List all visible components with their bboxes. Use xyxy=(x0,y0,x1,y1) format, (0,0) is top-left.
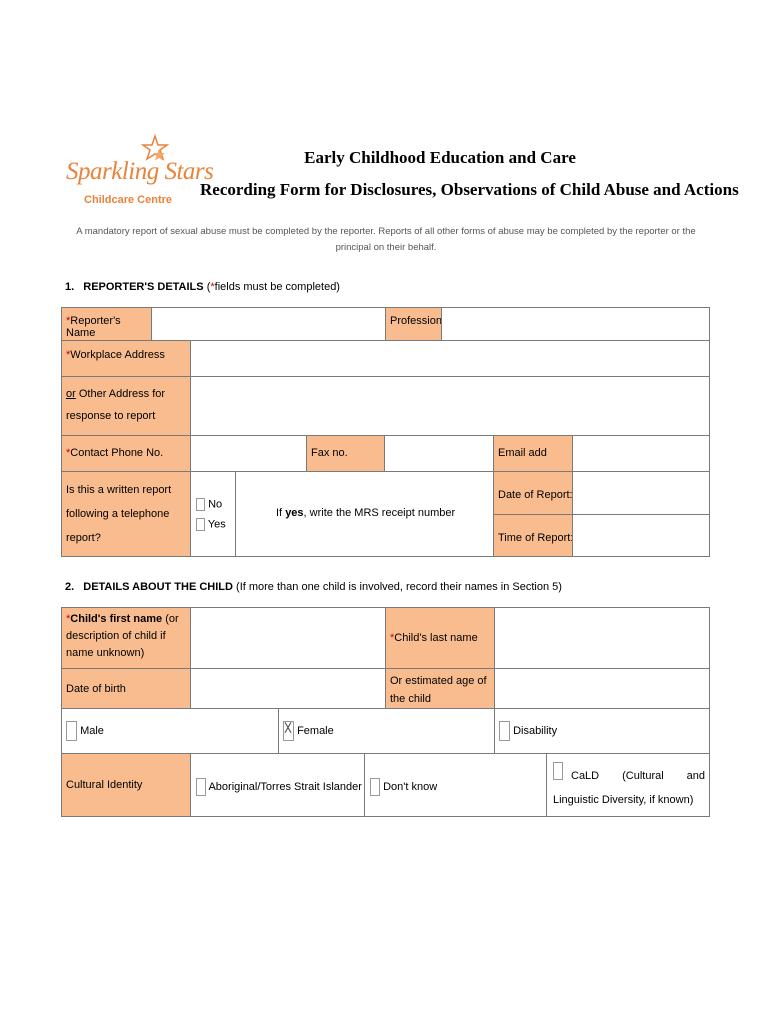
last-name-field[interactable] xyxy=(494,607,710,669)
workplace-address-label: *Workplace Address xyxy=(61,340,191,377)
section-1-open: ( xyxy=(206,281,211,293)
yes-checkbox[interactable] xyxy=(196,518,205,531)
title-line-2: Recording Form for Disclosures, Observations of Child Abuse and Actions xyxy=(200,180,739,199)
no-checkbox[interactable] xyxy=(196,498,205,511)
first-name-field[interactable] xyxy=(190,607,386,669)
logo-sub: Childcare Centre xyxy=(84,194,173,206)
logo xyxy=(66,150,214,214)
written-report-options xyxy=(190,471,236,557)
date-of-report-field[interactable] xyxy=(572,471,710,515)
fax-field[interactable] xyxy=(384,435,494,472)
mrs-receipt-hint: If yes, write the MRS receipt number xyxy=(276,507,456,519)
section-1-star: * xyxy=(210,281,215,293)
section-2-num: 2. xyxy=(65,581,75,593)
first-name-label: *Child's first name (or description of child if name unknown) xyxy=(61,607,191,669)
est-age-field[interactable] xyxy=(494,668,710,709)
contact-phone-label: *Contact Phone No. xyxy=(61,435,191,472)
profession-label: Profession xyxy=(385,307,442,341)
dont-know-checkbox[interactable] xyxy=(370,778,380,796)
other-address-label: or Other Address for response to report xyxy=(61,376,191,436)
reporter-name-field[interactable] xyxy=(151,307,386,341)
title-line-1: Early Childhood Education and Care xyxy=(304,148,576,167)
aboriginal-option xyxy=(190,753,365,817)
female-label: Female xyxy=(297,724,334,737)
disability-checkbox[interactable] xyxy=(499,721,510,741)
dont-know-option xyxy=(364,753,547,817)
other-address-field[interactable] xyxy=(190,376,710,436)
mrs-receipt-field[interactable] xyxy=(235,471,494,557)
profession-field[interactable] xyxy=(441,307,710,341)
section-1-heading xyxy=(65,281,340,293)
dob-field[interactable] xyxy=(190,668,386,709)
est-age-label: Or estimated age of the child xyxy=(385,668,495,709)
cald-option xyxy=(546,753,710,817)
fax-label: Fax no. xyxy=(306,435,385,472)
male-option xyxy=(61,708,279,754)
dob-label: Date of birth xyxy=(61,668,191,709)
dont-know-label: Don't know xyxy=(383,780,438,793)
female-checkbox[interactable] xyxy=(283,721,294,741)
aboriginal-label: Aboriginal/Torres Strait Islander xyxy=(208,780,362,793)
male-label: Male xyxy=(80,724,104,737)
cald-label: CaLD (Cultural and Linguistic Diversity, if known) xyxy=(553,770,705,806)
male-checkbox[interactable] xyxy=(66,721,77,741)
section-1-title: REPORTER'S DETAILS xyxy=(83,281,204,293)
mandatory-note: A mandatory report of sexual abuse must be completed by the reporter. Reports of all other forms of abuse may be completed by the reporter or the principal on their behalf. xyxy=(76,226,696,253)
contact-phone-field[interactable] xyxy=(190,435,307,472)
yes-label: Yes xyxy=(207,518,226,531)
logo-name: Sparkling Stars xyxy=(66,158,214,185)
written-report-label: Is this a written report following a telephone report? xyxy=(61,471,191,557)
section-1-num: 1. xyxy=(65,281,75,293)
disability-option xyxy=(494,708,710,754)
cultural-identity-label: Cultural Identity xyxy=(61,753,191,817)
disability-label: Disability xyxy=(513,724,558,737)
section-2-title: DETAILS ABOUT THE CHILD xyxy=(83,581,233,593)
email-label: Email add xyxy=(493,435,573,472)
reporter-name-label: *Reporter's Name xyxy=(61,307,152,341)
date-of-report-label: Date of Report: xyxy=(493,471,573,515)
email-field[interactable] xyxy=(572,435,710,472)
time-of-report-label: Time of Report: xyxy=(493,514,573,557)
section-2-heading xyxy=(65,581,562,593)
section-1-rest: fields must be completed) xyxy=(214,281,340,293)
no-label: No xyxy=(208,498,223,511)
last-name-label: *Child's last name xyxy=(385,607,495,669)
female-option xyxy=(278,708,495,754)
section-2-rest: (If more than one child is involved, record their names in Section 5) xyxy=(236,581,562,593)
time-of-report-field[interactable] xyxy=(572,514,710,557)
workplace-address-field[interactable] xyxy=(190,340,710,377)
aboriginal-checkbox[interactable] xyxy=(196,778,206,796)
